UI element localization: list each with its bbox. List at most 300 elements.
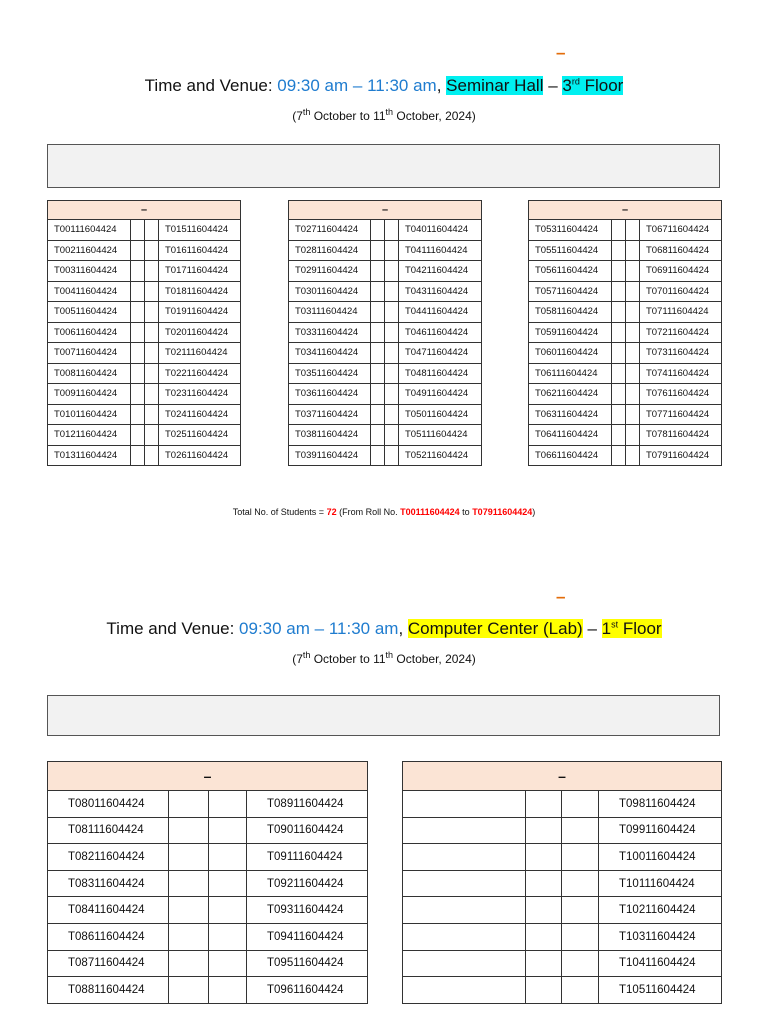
blank-cell xyxy=(612,363,626,384)
blank-cell xyxy=(371,281,385,302)
roll-from: T00111604424 xyxy=(400,507,460,517)
roll-number-cell: T02411604424 xyxy=(159,404,241,425)
roll-number-cell: T01811604424 xyxy=(159,281,241,302)
roll-number-cell: T02711604424 xyxy=(289,220,371,241)
table-row xyxy=(48,791,368,818)
blank-cell xyxy=(612,384,626,405)
roll-table xyxy=(47,200,241,466)
roll-number-cell: T01711604424 xyxy=(159,261,241,282)
roll-number-cell: T10111604424 xyxy=(599,870,722,897)
blank-cell xyxy=(209,817,247,844)
roll-number-cell: T04711604424 xyxy=(399,343,482,364)
blank-cell xyxy=(131,384,145,405)
blank-cell xyxy=(385,425,399,446)
blank-cell xyxy=(526,950,562,977)
blank-cell xyxy=(562,923,599,950)
table-row xyxy=(403,870,722,897)
blank-cell xyxy=(612,302,626,323)
roll-number-cell: T02011604424 xyxy=(159,322,241,343)
roll-number-cell: T08611604424 xyxy=(48,923,169,950)
table-row xyxy=(529,281,722,302)
table-row xyxy=(48,363,241,384)
roll-number-cell: T09211604424 xyxy=(247,870,368,897)
blank-cell xyxy=(562,950,599,977)
date-close: October, 2024) xyxy=(393,109,476,123)
total-to-word: to xyxy=(459,507,473,517)
blank-cell xyxy=(385,261,399,282)
roll-number-cell: T10511604424 xyxy=(599,977,722,1004)
blank-cell xyxy=(526,817,562,844)
blank-cell xyxy=(371,363,385,384)
table-row xyxy=(529,261,722,282)
table-header-cell: – xyxy=(289,201,482,220)
roll-number-cell: T06111604424 xyxy=(529,363,612,384)
venue-comma: , xyxy=(398,619,408,638)
roll-to: T07911604424 xyxy=(472,507,533,517)
roll-number-cell xyxy=(403,791,526,818)
blank-cell xyxy=(371,343,385,364)
table-header-row xyxy=(48,201,241,220)
roll-number-cell: T10211604424 xyxy=(599,897,722,924)
roll-number-cell: T04911604424 xyxy=(399,384,482,405)
blank-cell xyxy=(526,977,562,1004)
table-row xyxy=(48,281,241,302)
table-row xyxy=(403,923,722,950)
roll-table xyxy=(47,761,368,1004)
blank-cell xyxy=(209,923,247,950)
blank-cell xyxy=(385,363,399,384)
table-row xyxy=(289,322,482,343)
table-row xyxy=(403,977,722,1004)
blank-cell xyxy=(526,897,562,924)
exam-date-range xyxy=(0,651,768,667)
blank-cell xyxy=(209,977,247,1004)
blank-cell xyxy=(626,445,640,466)
blank-header-box xyxy=(47,695,720,736)
roll-number-cell: T01011604424 xyxy=(48,404,131,425)
roll-number-cell: T07711604424 xyxy=(640,404,722,425)
blank-cell xyxy=(145,281,159,302)
roll-number-cell: T01511604424 xyxy=(159,220,241,241)
table-row xyxy=(529,384,722,405)
roll-number-cell: T02611604424 xyxy=(159,445,241,466)
blank-cell xyxy=(145,363,159,384)
roll-number-cell: T06011604424 xyxy=(529,343,612,364)
blank-cell xyxy=(145,322,159,343)
venue-separator: – xyxy=(543,76,563,95)
roll-number-cell: T09411604424 xyxy=(247,923,368,950)
roll-number-cell: T03911604424 xyxy=(289,445,371,466)
table-row xyxy=(289,240,482,261)
blank-cell xyxy=(562,844,599,871)
table-row xyxy=(529,240,722,261)
blank-cell xyxy=(131,220,145,241)
blank-cell xyxy=(131,425,145,446)
time-venue-heading xyxy=(0,75,768,97)
roll-number-cell: T08311604424 xyxy=(48,870,169,897)
blank-cell xyxy=(562,870,599,897)
table-row xyxy=(529,404,722,425)
blank-cell xyxy=(145,384,159,405)
roll-number-cell: T03511604424 xyxy=(289,363,371,384)
floor-word: Floor xyxy=(618,619,662,638)
roll-number-cell: T08711604424 xyxy=(48,950,169,977)
venue-floor xyxy=(562,76,623,95)
blank-cell xyxy=(145,404,159,425)
blank-cell xyxy=(145,302,159,323)
blank-cell xyxy=(371,220,385,241)
table-row xyxy=(48,817,368,844)
roll-number-cell: T08111604424 xyxy=(48,817,169,844)
date-mid: October to 11 xyxy=(310,109,386,123)
table-row xyxy=(289,363,482,384)
table-row xyxy=(48,261,241,282)
blank-cell xyxy=(371,384,385,405)
roll-number-cell: T10411604424 xyxy=(599,950,722,977)
blank-cell xyxy=(612,281,626,302)
roll-number-cell: T00411604424 xyxy=(48,281,131,302)
roll-number-cell: T04011604424 xyxy=(399,220,482,241)
table-row xyxy=(289,404,482,425)
blank-cell xyxy=(131,343,145,364)
roll-number-cell: T07111604424 xyxy=(640,302,722,323)
roll-number-cell xyxy=(403,870,526,897)
table-row xyxy=(48,384,241,405)
roll-number-cell: T04811604424 xyxy=(399,363,482,384)
blank-cell xyxy=(371,261,385,282)
time-venue-heading xyxy=(0,618,768,640)
table-row xyxy=(48,870,368,897)
blank-cell xyxy=(131,261,145,282)
roll-number-cell: T03611604424 xyxy=(289,384,371,405)
table-row xyxy=(529,343,722,364)
table-row xyxy=(48,977,368,1004)
table-header-row xyxy=(48,762,368,791)
blank-cell xyxy=(385,220,399,241)
blank-cell xyxy=(209,897,247,924)
table-row xyxy=(289,302,482,323)
blank-cell xyxy=(169,897,209,924)
table-row xyxy=(48,923,368,950)
blank-cell xyxy=(145,261,159,282)
table-row xyxy=(48,425,241,446)
exam-date-range xyxy=(0,108,768,124)
table-row xyxy=(289,445,482,466)
blank-cell xyxy=(169,791,209,818)
roll-number-cell: T00111604424 xyxy=(48,220,131,241)
roll-number-cell: T07911604424 xyxy=(640,445,722,466)
blank-cell xyxy=(131,404,145,425)
table-row xyxy=(529,322,722,343)
table-row xyxy=(48,844,368,871)
roll-number-cell: T04411604424 xyxy=(399,302,482,323)
roll-number-cell: T07011604424 xyxy=(640,281,722,302)
roll-number-cell: T08011604424 xyxy=(48,791,169,818)
blank-cell xyxy=(612,261,626,282)
roll-number-cell: T02311604424 xyxy=(159,384,241,405)
venue-name: Seminar Hall xyxy=(446,76,544,95)
roll-number-cell: T05811604424 xyxy=(529,302,612,323)
blank-cell xyxy=(209,791,247,818)
blank-cell xyxy=(626,261,640,282)
roll-number-cell: T07211604424 xyxy=(640,322,722,343)
table-row xyxy=(48,445,241,466)
blank-cell xyxy=(626,404,640,425)
roll-number-cell: T09511604424 xyxy=(247,950,368,977)
table-header-row xyxy=(403,762,722,791)
roll-number-cell: T00311604424 xyxy=(48,261,131,282)
date-suffix: th xyxy=(302,107,311,117)
roll-number-cell xyxy=(403,923,526,950)
roll-number-cell: T06711604424 xyxy=(640,220,722,241)
roll-number-cell: T08811604424 xyxy=(48,977,169,1004)
blank-cell xyxy=(131,302,145,323)
roll-number-cell: T03111604424 xyxy=(289,302,371,323)
roll-number-cell xyxy=(403,950,526,977)
total-count: 72 xyxy=(326,507,337,517)
blank-cell xyxy=(526,870,562,897)
blank-cell xyxy=(145,445,159,466)
roll-number-cell: T02511604424 xyxy=(159,425,241,446)
roll-number-cell: T08411604424 xyxy=(48,897,169,924)
blank-cell xyxy=(131,445,145,466)
blank-cell xyxy=(169,817,209,844)
blank-cell xyxy=(385,302,399,323)
roll-table xyxy=(528,200,722,466)
roll-number-cell: T02811604424 xyxy=(289,240,371,261)
date-suffix: th xyxy=(385,650,394,660)
blank-cell xyxy=(612,343,626,364)
total-range-label: (From Roll No. xyxy=(336,507,401,517)
table-row xyxy=(529,363,722,384)
table-header-cell: – xyxy=(48,762,368,791)
roll-number-cell: T05911604424 xyxy=(529,322,612,343)
floor-word: Floor xyxy=(579,76,624,95)
blank-cell xyxy=(612,220,626,241)
blank-cell xyxy=(145,240,159,261)
blank-cell xyxy=(626,343,640,364)
total-close: ) xyxy=(532,507,536,517)
total-label: Total No. of Students = xyxy=(232,507,327,517)
roll-table xyxy=(288,200,482,466)
blank-cell xyxy=(385,240,399,261)
roll-number-cell: T00211604424 xyxy=(48,240,131,261)
roll-number-cell: T00911604424 xyxy=(48,384,131,405)
blank-cell xyxy=(626,384,640,405)
blank-cell xyxy=(371,404,385,425)
table-row xyxy=(289,281,482,302)
blank-cell xyxy=(169,844,209,871)
blank-cell xyxy=(385,343,399,364)
blank-cell xyxy=(131,322,145,343)
venue-separator: – xyxy=(582,619,602,638)
blank-cell xyxy=(526,791,562,818)
blank-cell xyxy=(385,404,399,425)
blank-cell xyxy=(209,844,247,871)
blank-cell xyxy=(169,977,209,1004)
roll-number-cell: T09111604424 xyxy=(247,844,368,871)
blank-cell xyxy=(209,870,247,897)
table-row xyxy=(403,844,722,871)
blank-cell xyxy=(612,445,626,466)
table-row xyxy=(289,384,482,405)
table-row xyxy=(48,950,368,977)
blank-cell xyxy=(131,240,145,261)
blank-cell xyxy=(626,302,640,323)
blank-cell xyxy=(371,445,385,466)
accent-dash: – xyxy=(556,43,566,62)
roll-number-cell xyxy=(403,844,526,871)
venue-comma: , xyxy=(436,76,447,95)
table-row xyxy=(48,897,368,924)
roll-number-cell: T03711604424 xyxy=(289,404,371,425)
roll-number-cell: T10011604424 xyxy=(599,844,722,871)
roll-number-cell: T04311604424 xyxy=(399,281,482,302)
roll-number-cell: T01611604424 xyxy=(159,240,241,261)
roll-number-cell: T05511604424 xyxy=(529,240,612,261)
table-row xyxy=(48,404,241,425)
blank-cell xyxy=(626,220,640,241)
blank-cell xyxy=(626,281,640,302)
roll-number-cell: T00511604424 xyxy=(48,302,131,323)
blank-header-box xyxy=(47,144,720,188)
roll-number-cell: T10311604424 xyxy=(599,923,722,950)
blank-cell xyxy=(562,791,599,818)
roll-number-cell: T03811604424 xyxy=(289,425,371,446)
exam-time: 09:30 am – 11:30 am xyxy=(277,76,437,95)
roll-number-cell: T07611604424 xyxy=(640,384,722,405)
blank-cell xyxy=(209,950,247,977)
blank-cell xyxy=(145,425,159,446)
floor-suffix: rd xyxy=(571,76,580,87)
blank-cell xyxy=(612,240,626,261)
blank-cell xyxy=(169,923,209,950)
blank-cell xyxy=(371,322,385,343)
roll-number-cell: T09811604424 xyxy=(599,791,722,818)
roll-number-cell: T04611604424 xyxy=(399,322,482,343)
table-header-row xyxy=(529,201,722,220)
blank-cell xyxy=(145,220,159,241)
roll-number-cell: T02911604424 xyxy=(289,261,371,282)
blank-cell xyxy=(626,322,640,343)
roll-number-cell: T06611604424 xyxy=(529,445,612,466)
table-row xyxy=(403,791,722,818)
roll-number-cell: T00611604424 xyxy=(48,322,131,343)
table-row xyxy=(529,425,722,446)
roll-number-cell: T05311604424 xyxy=(529,220,612,241)
roll-number-cell: T06811604424 xyxy=(640,240,722,261)
table-row xyxy=(529,220,722,241)
roll-number-cell: T04211604424 xyxy=(399,261,482,282)
date-open: (7 xyxy=(292,652,303,666)
blank-cell xyxy=(371,302,385,323)
date-close: October, 2024) xyxy=(393,652,476,666)
blank-cell xyxy=(526,923,562,950)
blank-cell xyxy=(562,897,599,924)
table-row xyxy=(289,425,482,446)
date-open: (7 xyxy=(292,109,303,123)
blank-cell xyxy=(612,404,626,425)
blank-cell xyxy=(169,950,209,977)
roll-number-cell: T03411604424 xyxy=(289,343,371,364)
roll-number-cell: T06211604424 xyxy=(529,384,612,405)
table-row xyxy=(48,343,241,364)
roll-number-cell: T06311604424 xyxy=(529,404,612,425)
blank-cell xyxy=(562,817,599,844)
table-row xyxy=(403,897,722,924)
blank-cell xyxy=(385,281,399,302)
venue-label: Time and Venue: xyxy=(106,619,240,638)
table-row xyxy=(403,817,722,844)
roll-number-cell: T09311604424 xyxy=(247,897,368,924)
roll-number-cell: T01211604424 xyxy=(48,425,131,446)
roll-number-cell: T09611604424 xyxy=(247,977,368,1004)
table-row xyxy=(289,220,482,241)
blank-cell xyxy=(626,363,640,384)
roll-number-cell: T05011604424 xyxy=(399,404,482,425)
roll-number-cell: T08911604424 xyxy=(247,791,368,818)
table-row xyxy=(529,445,722,466)
roll-number-cell: T07811604424 xyxy=(640,425,722,446)
blank-cell xyxy=(626,240,640,261)
roll-number-cell: T07311604424 xyxy=(640,343,722,364)
blank-cell xyxy=(371,240,385,261)
table-header-cell: – xyxy=(48,201,241,220)
roll-number-cell: T02211604424 xyxy=(159,363,241,384)
roll-number-cell: T00711604424 xyxy=(48,343,131,364)
table-header-cell: – xyxy=(529,201,722,220)
blank-cell xyxy=(131,363,145,384)
date-suffix: th xyxy=(302,650,311,660)
table-row xyxy=(48,302,241,323)
exam-time: 09:30 am – 11:30 am xyxy=(239,619,399,638)
table-row xyxy=(529,302,722,323)
roll-number-cell: T01911604424 xyxy=(159,302,241,323)
blank-cell xyxy=(371,425,385,446)
roll-number-cell: T07411604424 xyxy=(640,363,722,384)
roll-number-cell: T06911604424 xyxy=(640,261,722,282)
accent-dash: – xyxy=(556,587,566,606)
total-students-note xyxy=(0,506,768,518)
table-row xyxy=(289,261,482,282)
blank-cell xyxy=(626,425,640,446)
blank-cell xyxy=(385,384,399,405)
blank-cell xyxy=(612,322,626,343)
table-header-cell: – xyxy=(403,762,722,791)
blank-cell xyxy=(562,977,599,1004)
roll-number-cell: T05611604424 xyxy=(529,261,612,282)
blank-cell xyxy=(385,445,399,466)
date-suffix: th xyxy=(385,107,394,117)
venue-name: Computer Center (Lab) xyxy=(407,619,583,638)
roll-number-cell: T09911604424 xyxy=(599,817,722,844)
roll-number-cell: T09011604424 xyxy=(247,817,368,844)
roll-number-cell xyxy=(403,897,526,924)
date-mid: October to 11 xyxy=(310,652,386,666)
roll-number-cell xyxy=(403,977,526,1004)
roll-number-cell: T01311604424 xyxy=(48,445,131,466)
venue-floor xyxy=(602,619,662,638)
roll-number-cell: T08211604424 xyxy=(48,844,169,871)
roll-number-cell xyxy=(403,817,526,844)
roll-number-cell: T00811604424 xyxy=(48,363,131,384)
roll-table xyxy=(402,761,722,1004)
blank-cell xyxy=(526,844,562,871)
venue-label: Time and Venue: xyxy=(144,76,278,95)
blank-cell xyxy=(131,281,145,302)
floor-number: 1 xyxy=(601,619,612,638)
roll-number-cell: T03311604424 xyxy=(289,322,371,343)
